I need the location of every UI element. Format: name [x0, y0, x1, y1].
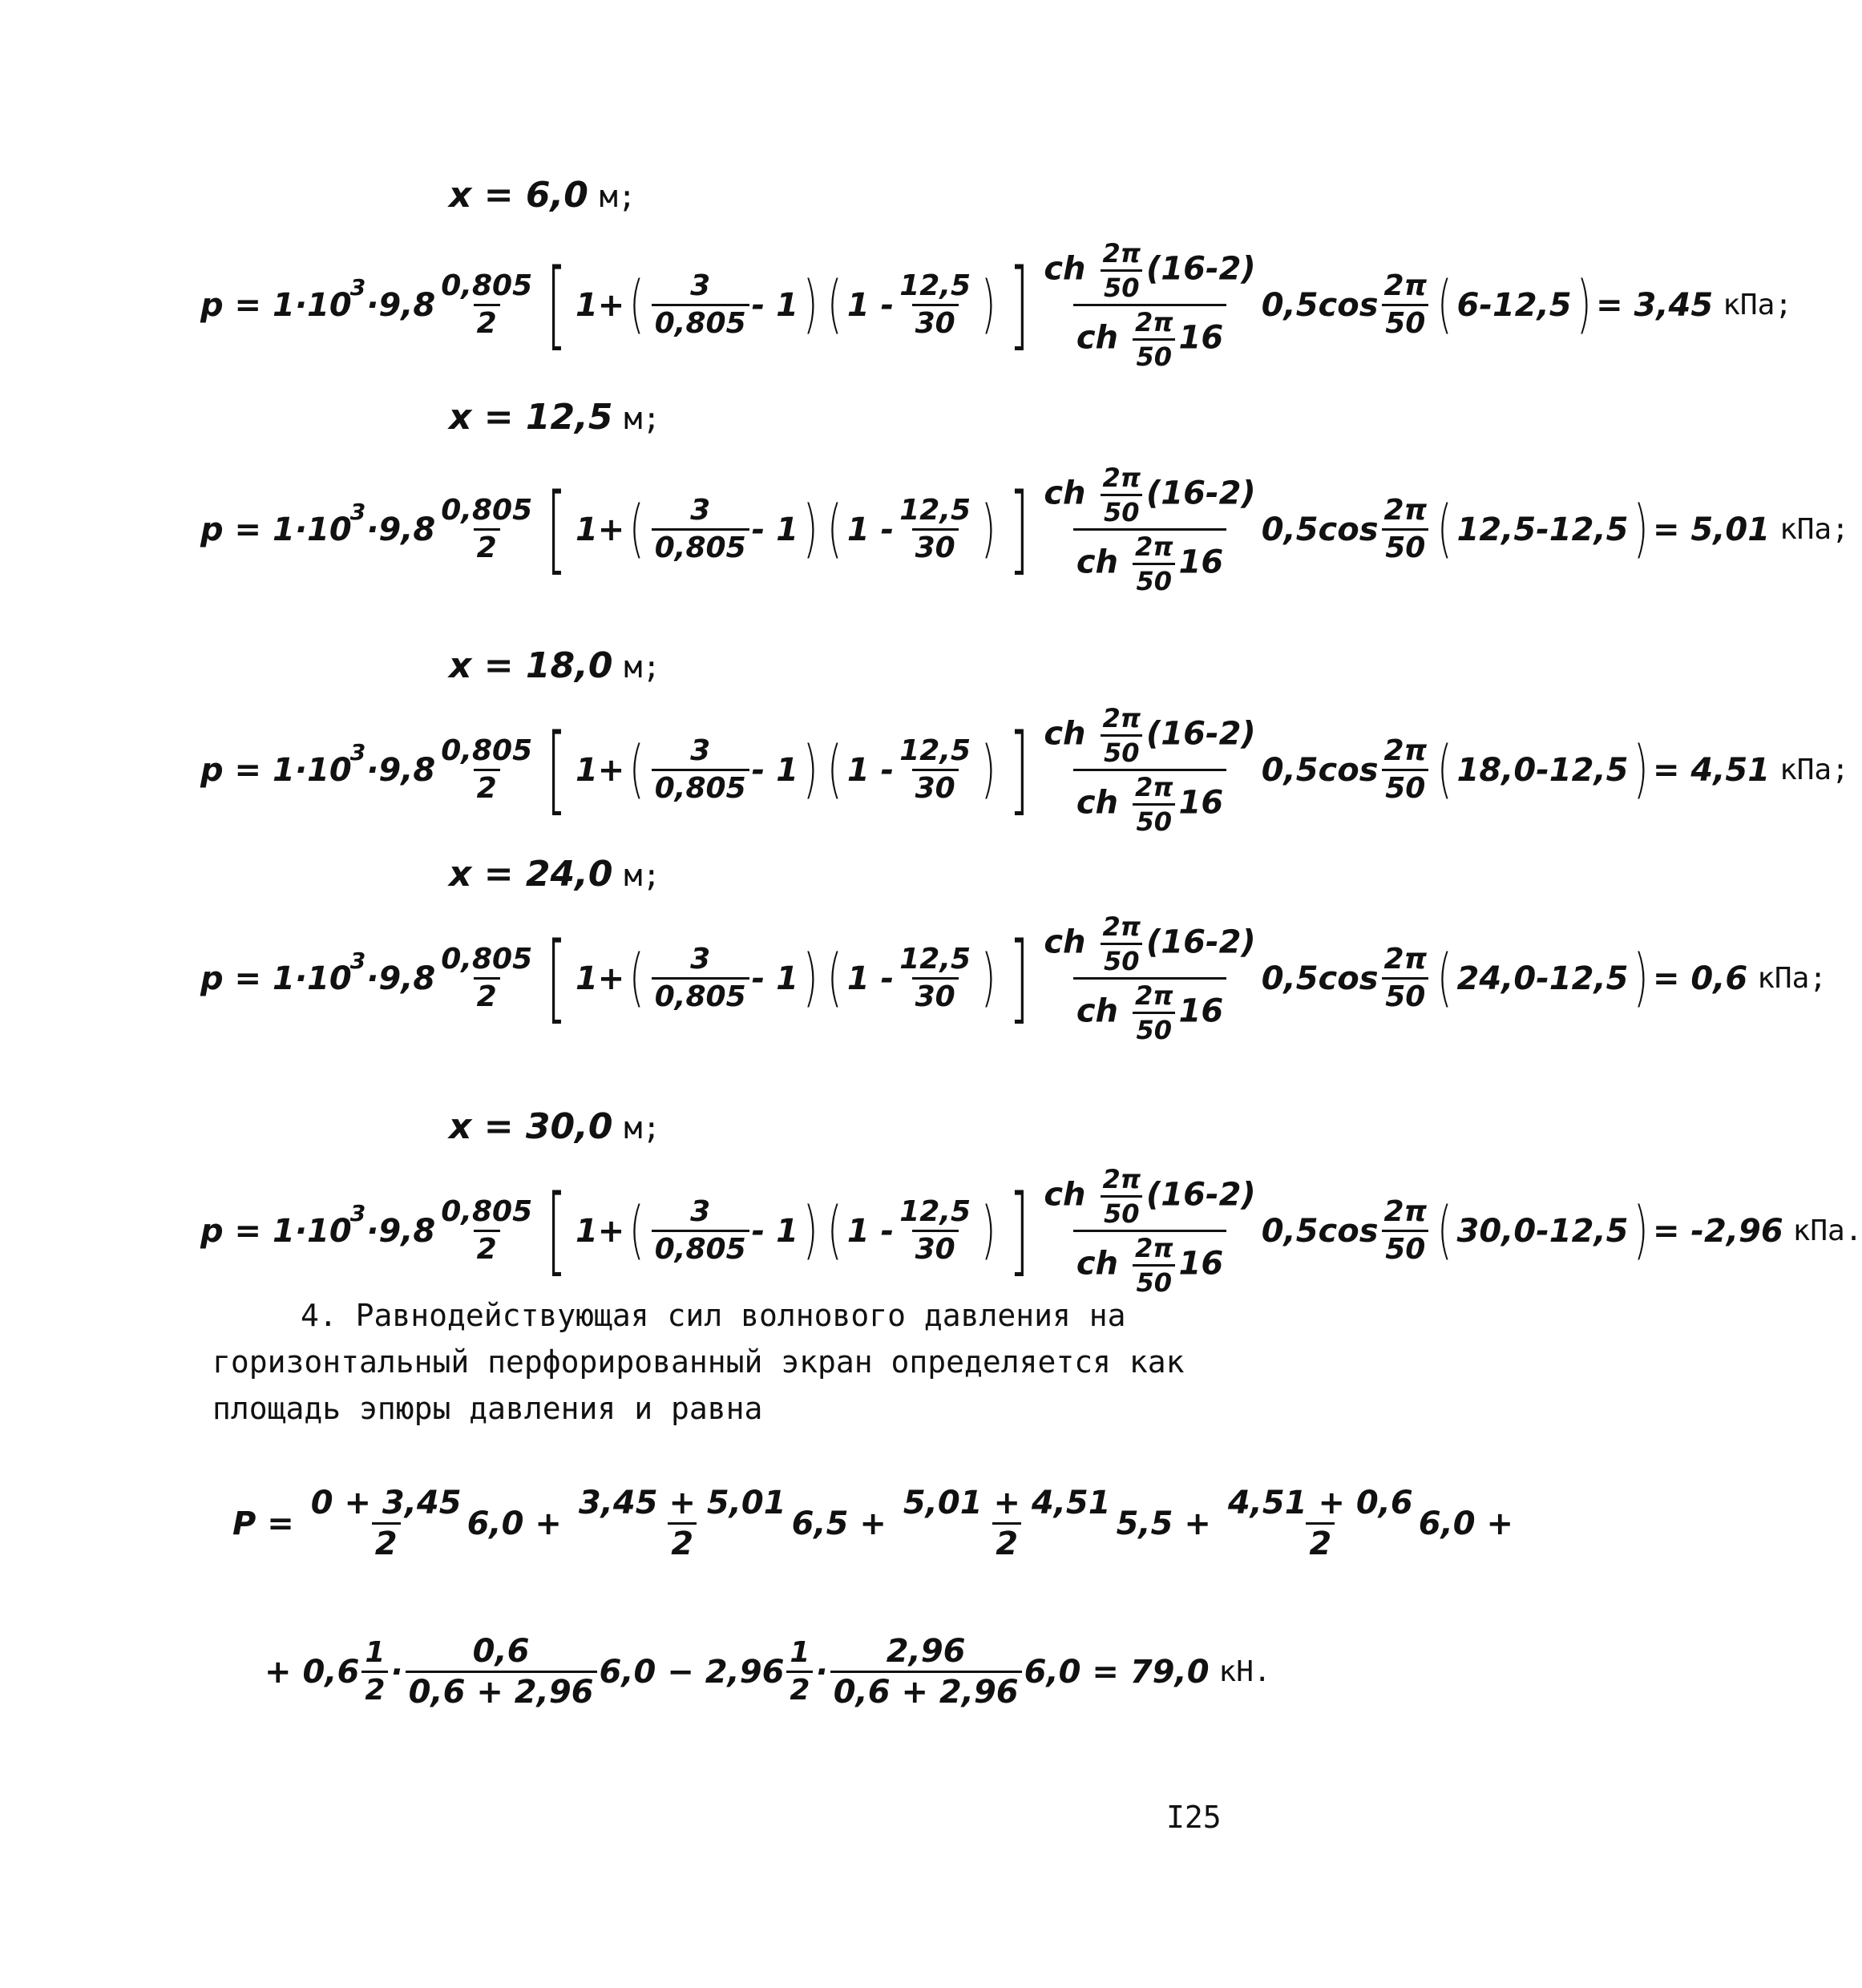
pressure-formula-2: p = 1·10 3 ·9,8 $\frac{0,805}{2}$ [ 1 + ( $\frac{3}{0,805}$ - 1 ) ( 1 - $\frac{12,5}{30}$ ) ] ch $\frac{2\pi}{50}$ (16-2) ch $\frac{2\pi}{50}$ 16 0,5cos $\frac{2\pi}{50}$ ( 12,5-12,5 ) = 5,01 кПа;: [200, 463, 1849, 596]
x-label-2: x = 12,5 м;: [449, 397, 661, 438]
page-number: I25: [1166, 1800, 1222, 1835]
pressure-formula-4: p = 1·10 3 ·9,8 $\frac{0,805}{2}$ [ 1 + ( $\frac{3}{0,805}$ - 1 ) ( 1 - $\frac{12,5}{30}$ ) ] ch $\frac{2\pi}{50}$ (16-2) ch $\frac{2\pi}{50}$ 16 0,5cos $\frac{2\pi}{50}$ ( 24,0-12,5 ) = 0,6 кПа;: [200, 911, 1827, 1045]
paragraph-resultant: 4. Равнодействующая сил волнового давления на горизонтальный перфорированный экран определяется как площадь эпюры давления и равна: [212, 1298, 1185, 1426]
resultant-line-1: P = $\frac{0 + 3,45}{2}$ 6,0 + $\frac{3,45 + 5,01}{2}$ 6,5 + $\frac{5,01 + 4,51}{2}$ 5,5 + $\frac{4,51 + 0,6}{2}$ 6,0 +: [232, 1485, 1514, 1562]
pressure-formula-5: p = 1·10 3 ·9,8 $\frac{0,805}{2}$ [ 1 + ( $\frac{3}{0,805}$ - 1 ) ( 1 - $\frac{12,5}{30}$ ) ] ch $\frac{2\pi}{50}$ (16-2) ch $\frac{2\pi}{50}$ 16 0,5cos $\frac{2\pi}{50}$ ( 30,0-12,5 ) = -2,96 кПа.: [200, 1164, 1862, 1298]
pressure-formula-1: p = 1·10 3 ·9,8 $\frac{0,805}{2}$ [ 1 + ( $\frac{3}{0,805}$ - 1 ) ( 1 - $\frac{12,5}{30}$ ) ] ch $\frac{2\pi}{50}$ (16-2) ch $\frac{2\pi}{50}$ 16 0,5cos $\frac{2\pi}{50}$ ( 6-12,5 ) = 3,45 кПа;: [200, 238, 1792, 372]
x-label-3: x = 18,0 м;: [449, 645, 661, 686]
resultant-line-2: + 0,6 $\frac{1}{2}$ · $\frac{0,6}{0,6 + 2,96}$ 6,0 − 2,96 $\frac{1}{2}$ · $\frac{2,96}{0,6 + 2,96}$ 6,0 = 79,0 кН.: [265, 1633, 1271, 1711]
pressure-formula-3: p = 1·10 3 ·9,8 $\frac{0,805}{2}$ [ 1 + ( $\frac{3}{0,805}$ - 1 ) ( 1 - $\frac{12,5}{30}$ ) ] ch $\frac{2\pi}{50}$ (16-2) ch $\frac{2\pi}{50}$ 16 0,5cos $\frac{2\pi}{50}$ ( 18,0-12,5 ) = 4,51 кПа;: [200, 703, 1849, 837]
x-label-4: x = 24,0 м;: [449, 854, 661, 895]
x-label-5: x = 30,0 м;: [449, 1106, 661, 1147]
x-label-1: x = 6,0 м;: [449, 175, 636, 216]
